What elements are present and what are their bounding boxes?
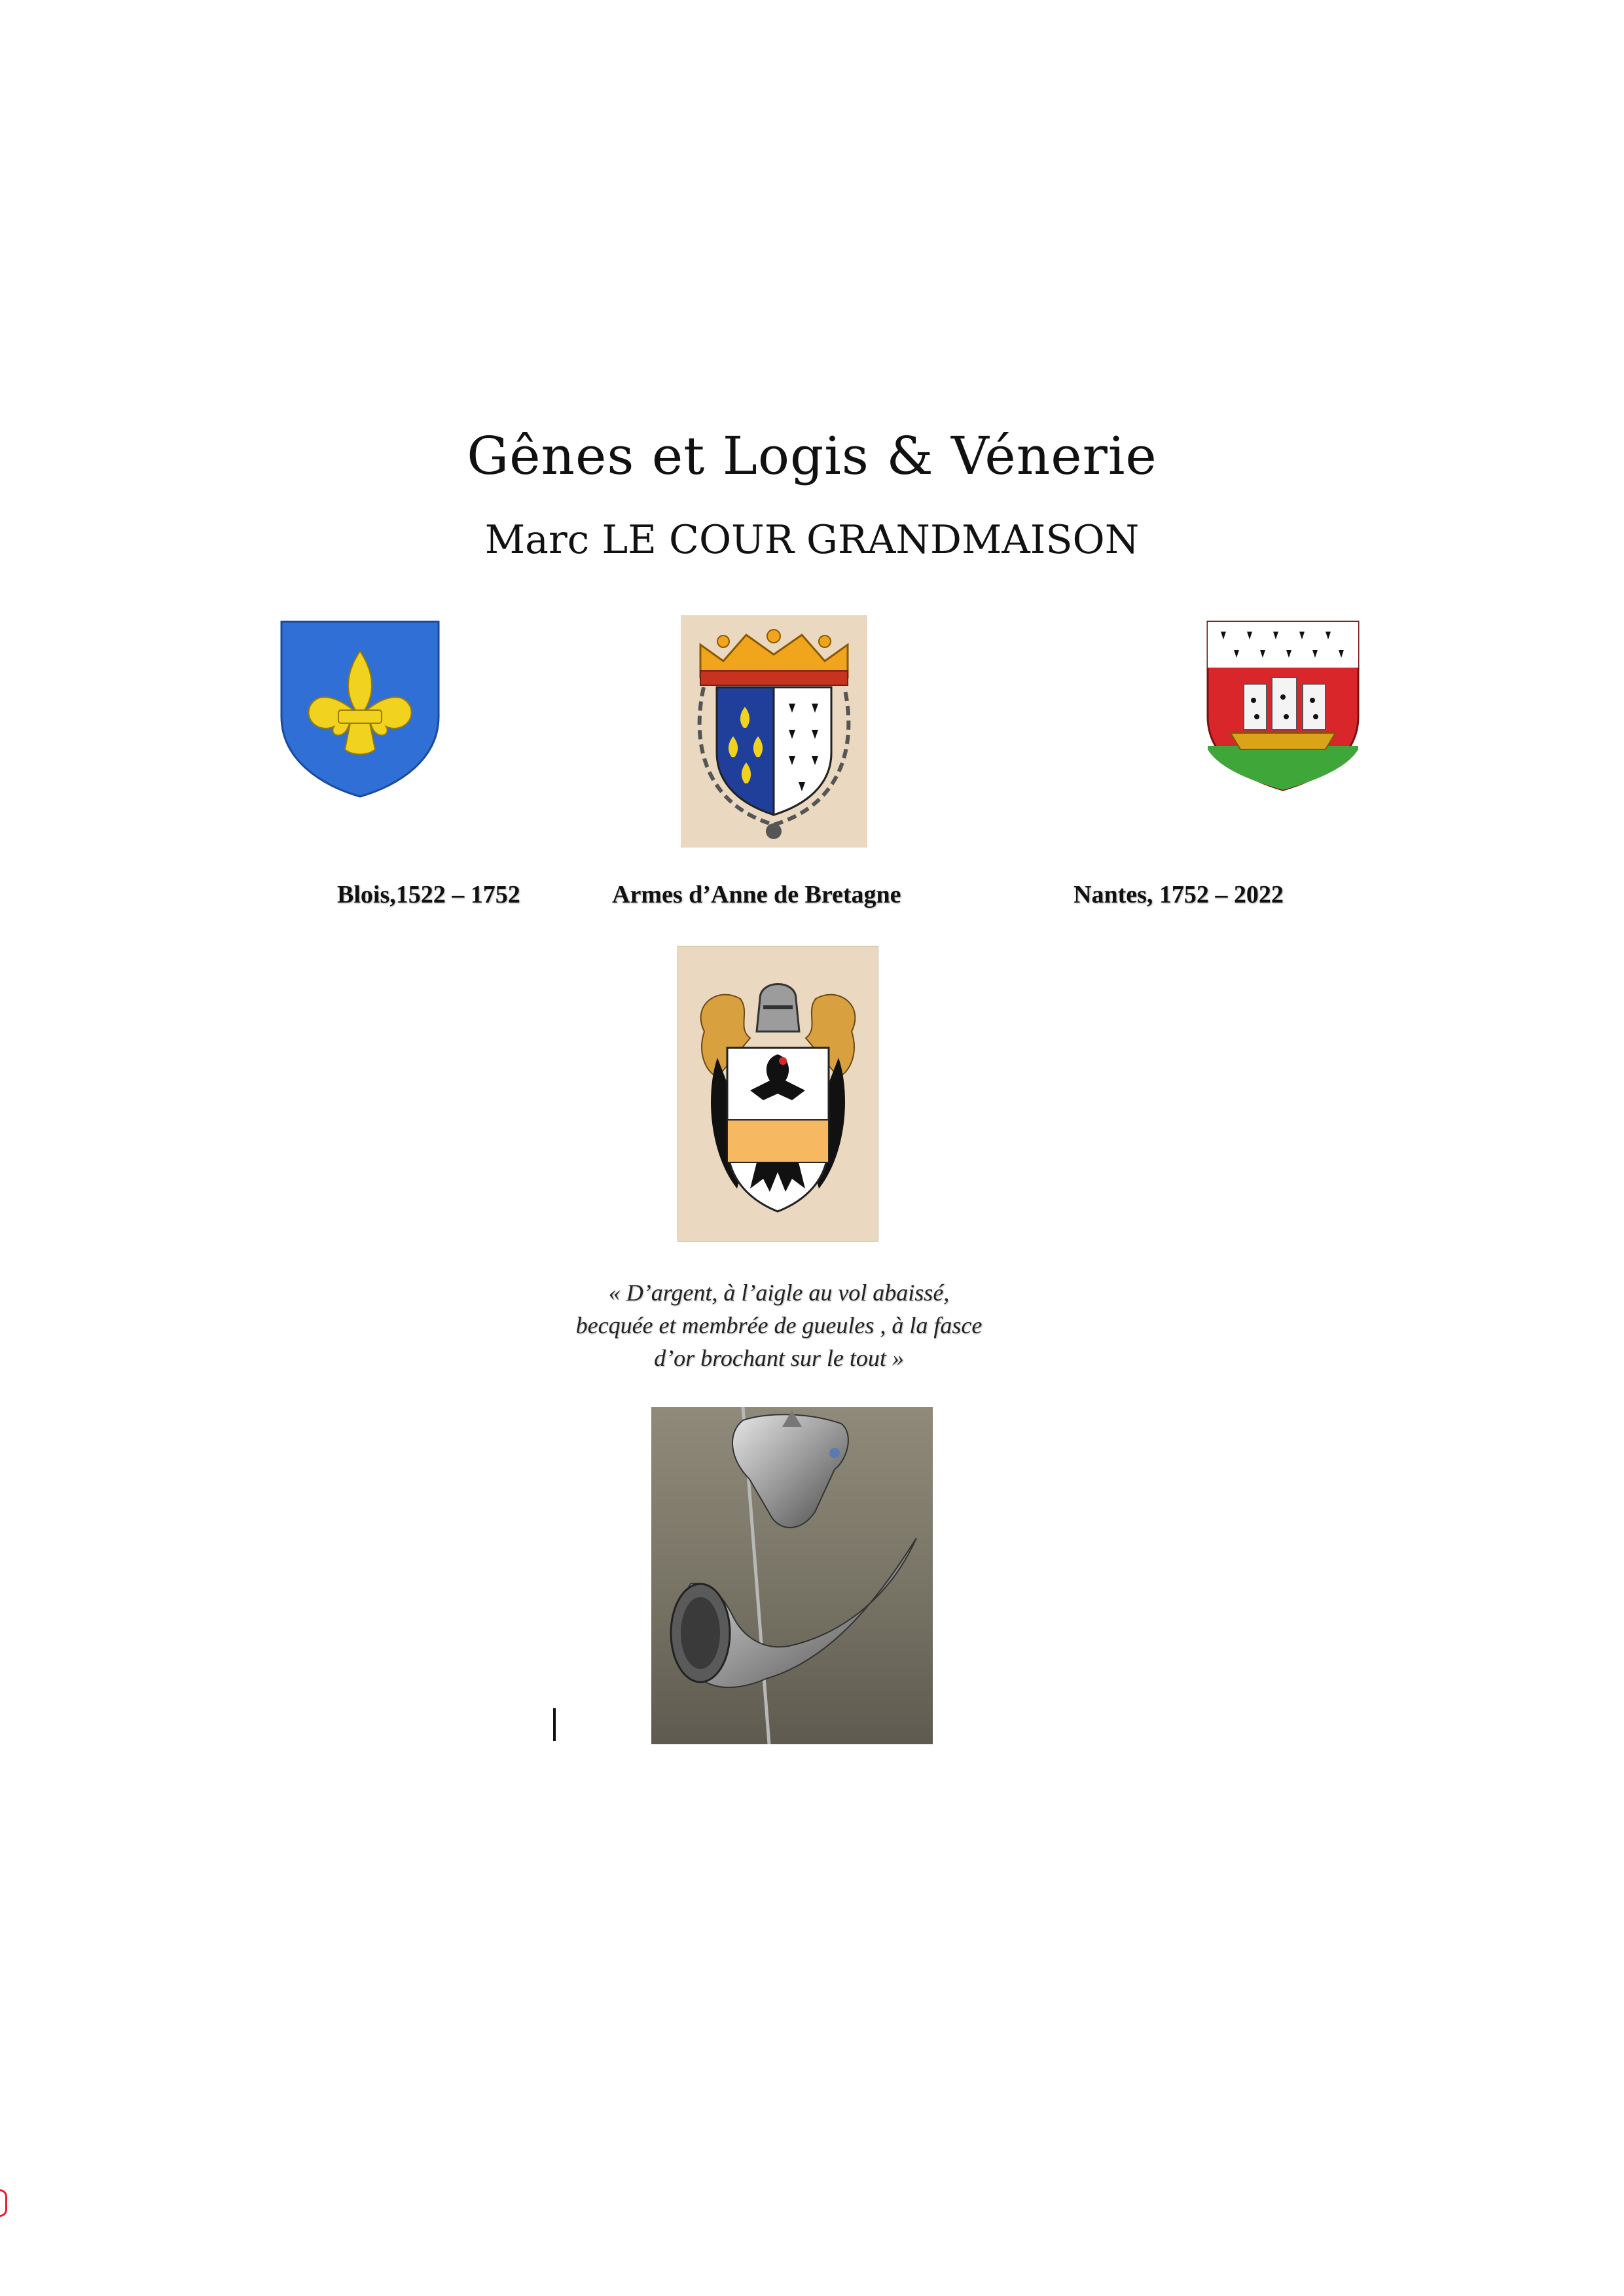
text-cursor xyxy=(553,1708,556,1741)
blois-coat-of-arms xyxy=(278,619,442,798)
caption-nantes: Nantes, 1752 – 2022 xyxy=(1074,881,1284,908)
caption-anne-de-bretagne: Armes d’Anne de Bretagne xyxy=(612,881,901,908)
document-title: Gênes et Logis & Vénerie xyxy=(467,425,1157,486)
margin-mark xyxy=(0,2189,7,2217)
hunting-horn-photo xyxy=(651,1407,933,1744)
document-author: Marc LE COUR GRANDMAISON xyxy=(484,517,1140,563)
caption-blois: Blois,1522 – 1752 xyxy=(337,881,520,908)
anne-de-bretagne-arms xyxy=(681,615,867,848)
nantes-coat-of-arms xyxy=(1204,619,1362,792)
blazon-description: « D’argent, à l’aigle au vol abaissé, becquée et membrée de gueules , à la fasce d’or brochant sur le tout » xyxy=(575,1280,983,1371)
family-coat-of-arms xyxy=(677,946,878,1242)
